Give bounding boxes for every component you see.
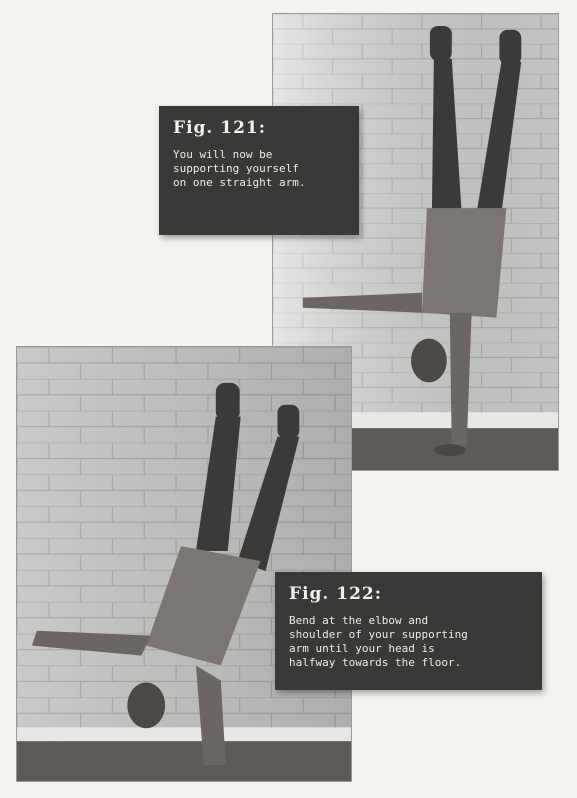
caption-fig-121	[159, 106, 359, 235]
figure-title: Fig. 121:	[173, 118, 267, 138]
caption-fig-122	[275, 572, 542, 690]
bent-arm-handstand-illustration	[17, 347, 351, 781]
photo-fig-122	[16, 346, 352, 782]
figure-caption-text: Bend at the elbow and shoulder of your supporting arm until your head is halfway towards the floor.	[289, 614, 468, 669]
figure-title: Fig. 122:	[289, 584, 383, 604]
figure-caption-text: You will now be supporting yourself on one straight arm.	[173, 148, 306, 189]
